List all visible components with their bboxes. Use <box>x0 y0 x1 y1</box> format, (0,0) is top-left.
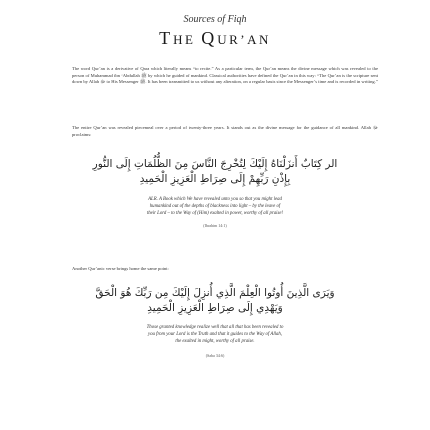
verse-2-translation-line-1: Those granted knowledge realize well that all that has been revealed to <box>146 325 284 330</box>
verse-2-translation <box>0 324 430 345</box>
verse-1-translation-line-1: ALR. A Book which We have revealed unto you so that you might lead <box>148 197 282 202</box>
verse-2-translation-line-2: you from your Lord is the Truth and that it guides to the Way of Allah, <box>148 332 282 337</box>
verse-1-arabic-line-1: الر كِتَابٌ أَنزَلْنَاهُ إِلَيْكَ لِتُخْرِجَ النَّاسَ مِنَ الظُّلُمَاتِ إِلَى النُّورِ <box>92 158 338 170</box>
title-rest-2: UR’AN <box>217 32 271 47</box>
verse-2-reference: (Saba 34:6) <box>205 353 225 358</box>
intro-paragraph: The word Qur’an is a derivative of Qara which literally means “to recite.” As a particular term, the Qur’an means the divine message which was revealed to the person of Muhammad ibn ‘Abdullah ﷺ by which he guided of mankind. Classical authorities have defined the Qur’an in this way: “The Qur’an is the scripture sent down by Allah ﷻ to His Messenger ﷺ. It has been transmitted to us without any alteration, on a regular basis since the Messenger’s time and is recorded in writing.” <box>72 66 378 85</box>
title-initial-2: Q <box>201 28 218 48</box>
second-verse-intro: Another Qur’anic verse brings home the same point: <box>72 266 169 271</box>
verse-2-arabic-line-1: وَيَرَى الَّذِينَ أُوتُوا الْعِلْمَ الَّذِي أُنزِلَ إِلَيْكَ مِن رَبِّكَ هُوَ الْحَقَّ <box>95 287 335 299</box>
verse-1-translation <box>0 196 430 217</box>
title-rest-1: HE <box>173 32 202 47</box>
verse-2-translation-line-3: the exalted in might, worthy of all praise. <box>175 339 255 344</box>
revelation-paragraph: The entire Qur’an was revealed piecemeal over a period of twenty-three years. It stands out as the divine message for the guidance of all mankind. Allah ﷻ proclaims: <box>72 125 378 137</box>
title-initial-1: T <box>159 28 174 48</box>
verse-1-reference: (Ibrahim 14:1) <box>203 223 227 228</box>
chapter-subtitle: Sources of Fiqh <box>183 14 247 25</box>
verse-2-arabic-line-2: وَيَهْدِي إِلَى صِرَاطِ الْعَزِيزِ الْحَمِيدِ <box>147 302 283 314</box>
verse-1-translation-line-3: their Lord – to the Way of (Him) exalted in power, worthy of all praise! <box>146 211 284 216</box>
chapter-title <box>0 28 430 49</box>
verse-2-arabic <box>0 286 430 316</box>
verse-1-arabic-line-2: بِإِذْنِ رَبِّهِمْ إِلَى صِرَاطِ الْعَزِيزِ الْحَمِيدِ <box>139 173 291 185</box>
verse-1-translation-line-2: humankind out of the depths of blackness into light – by the leave of <box>149 204 281 209</box>
verse-1-arabic <box>0 157 430 187</box>
